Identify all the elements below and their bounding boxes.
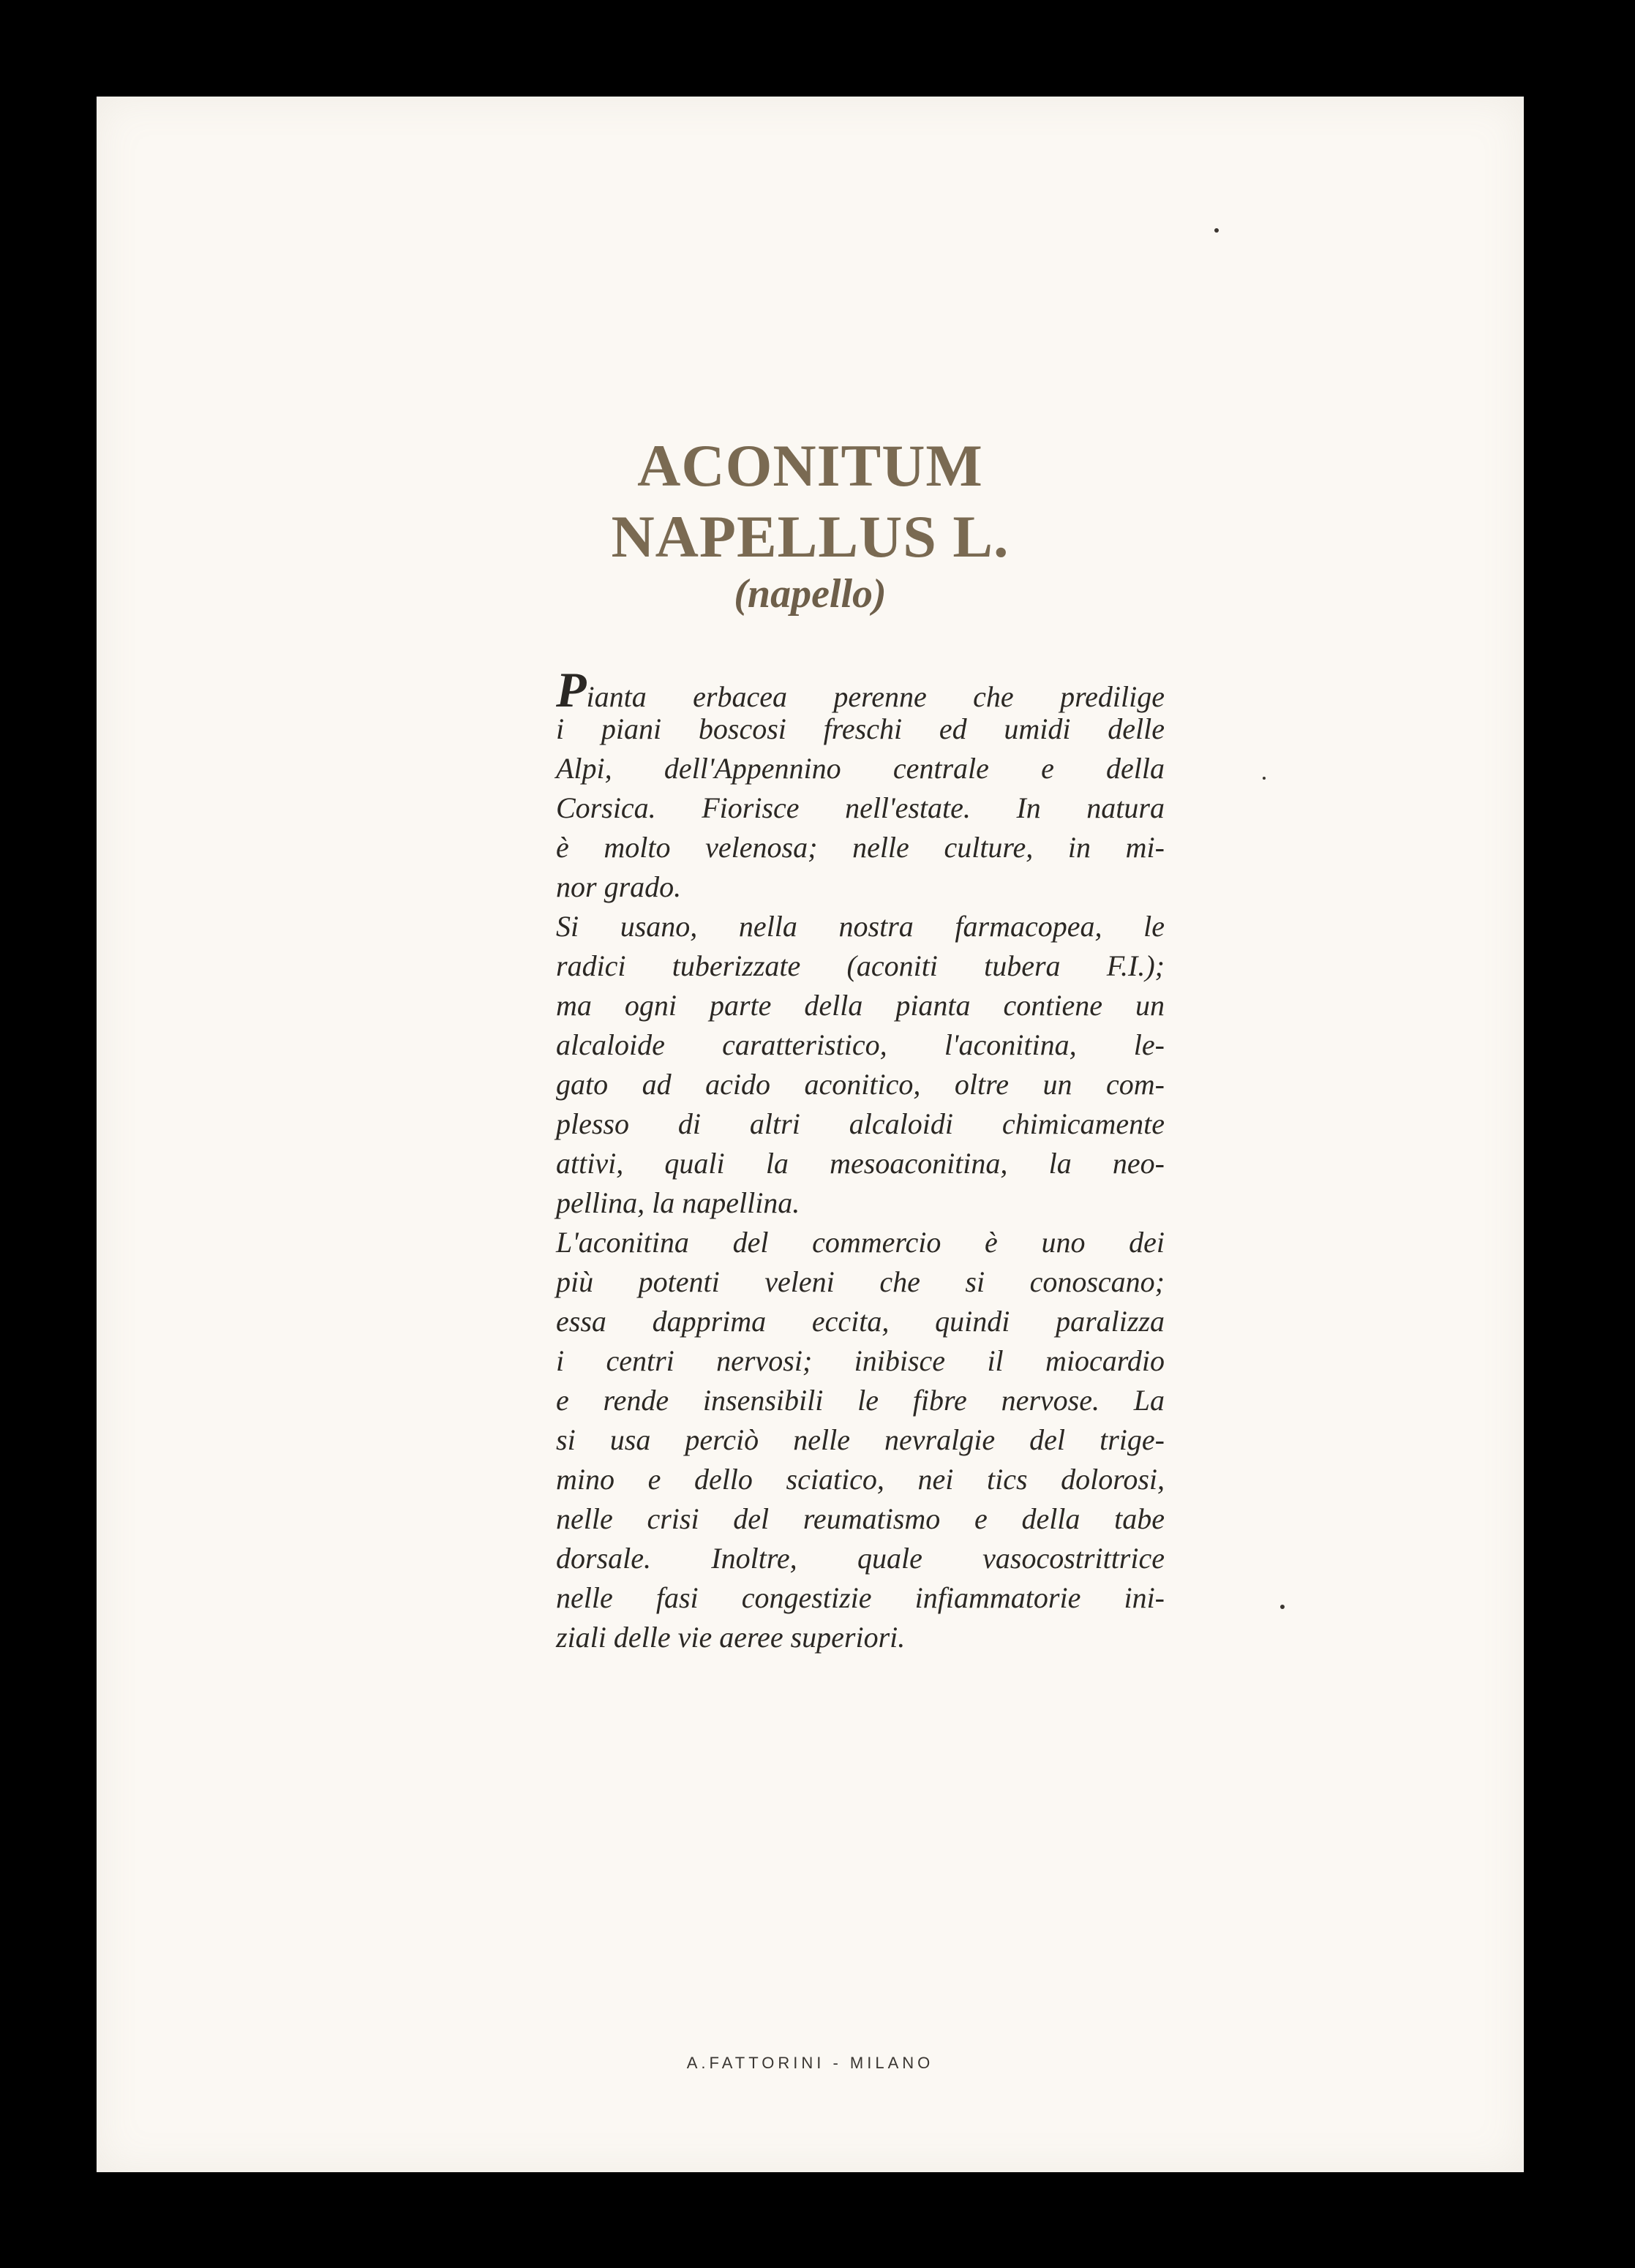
text-line: e rende insensibili le fibre nervose. La <box>556 1384 1165 1417</box>
paper-speck <box>1280 1605 1285 1609</box>
printer-imprint: A.FATTORINI - MILANO <box>686 2054 934 2072</box>
text-line: mino e dello sciatico, nei tics dolorosi, <box>556 1463 1165 1496</box>
text-line: plesso di altri alcaloidi chimicamente <box>556 1107 1165 1140</box>
text-line: i centri nervosi; inibisce il miocardio <box>556 1344 1165 1377</box>
text-line-rest: ianta erbacea perenne che predilige <box>586 680 1165 713</box>
text-line: più potenti veleni che si conoscano; <box>556 1265 1165 1298</box>
drop-cap: P <box>556 662 587 717</box>
text-line: essa dapprima eccita, quindi paralizza <box>556 1305 1165 1338</box>
text-line: si usa perciò nelle nevralgie del trige- <box>556 1423 1165 1456</box>
document-page <box>97 97 1524 2172</box>
text-line: ziali delle vie aeree superiori. <box>556 1621 906 1654</box>
text-line: Corsica. Fiorisce nell'estate. In natura <box>556 791 1165 824</box>
text-line: radici tuberizzate (aconiti tubera F.I.); <box>556 949 1165 982</box>
text-line: Si usano, nella nostra farmacopea, le <box>556 910 1165 943</box>
text-line: è molto velenosa; nelle culture, in mi- <box>556 831 1165 864</box>
text-line: nelle fasi congestizie infiammatorie ini- <box>556 1581 1165 1614</box>
text-line: nor grado. <box>556 870 682 903</box>
text-line: L'aconitina del commercio è uno dei <box>556 1226 1165 1259</box>
text-line: nelle crisi del reumatismo e della tabe <box>556 1502 1165 1535</box>
text-line: i piani boscosi freschi ed umidi delle <box>556 712 1165 745</box>
title-genus: ACONITUM <box>637 432 983 499</box>
text-line: Alpi, dell'Appennino centrale e della <box>556 752 1165 785</box>
text-line: pellina, la napellina. <box>556 1186 800 1219</box>
text-line: attivi, quali la mesoaconitina, la neo- <box>556 1147 1165 1180</box>
text-line: dorsale. Inoltre, quale vasocostrittrice <box>556 1542 1165 1575</box>
text-line <box>556 662 1165 717</box>
description-text <box>556 662 1165 1657</box>
paper-speck <box>1263 777 1266 780</box>
common-name: (napello) <box>734 571 887 617</box>
paper-speck <box>1214 228 1219 233</box>
text-line: gato ad acido aconitico, oltre un com- <box>556 1068 1165 1101</box>
text-line: ma ogni parte della pianta contiene un <box>556 989 1165 1022</box>
text-line: alcaloide caratteristico, l'aconitina, le- <box>556 1028 1165 1061</box>
title-species: NAPELLUS L. <box>611 503 1010 570</box>
